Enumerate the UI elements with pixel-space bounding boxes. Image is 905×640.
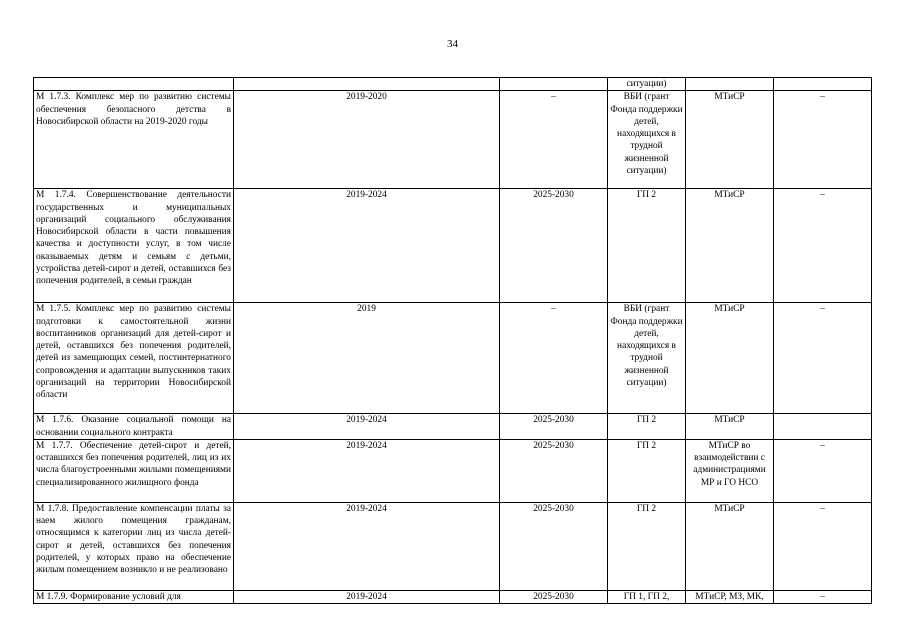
note-cell <box>774 414 872 440</box>
next-period-cell: 2025-2030 <box>500 502 608 590</box>
page-number: 34 <box>447 38 458 50</box>
period-cell: 2019-2024 <box>234 590 500 603</box>
next-period-cell: – <box>500 91 608 189</box>
executor-cell: МТиСР во взаимодействии с администрациями МР и ГО НСО <box>686 439 774 502</box>
source-cell: ГП 2 <box>608 189 686 303</box>
source-cell: ВБИ (грант Фонда поддержки детей, находящихся в трудной жизненной ситуации) <box>608 91 686 189</box>
next-period-cell: 2025-2030 <box>500 189 608 303</box>
executor-cell <box>686 78 774 91</box>
period-cell: 2019-2024 <box>234 189 500 303</box>
source-cell: ситуации) <box>608 78 686 91</box>
measure-cell: М 1.7.5. Комплекс мер по развитию системы подготовки к самостоятельной жизни воспитанников организаций для детей-сирот и детей, оставшихся без попечения родителей, детей из замещающих семей, постинтернатного сопровождения и адаптации выпускников таких организаций на территории Новосибирской области <box>34 303 234 414</box>
source-cell: ГП 2 <box>608 439 686 502</box>
note-cell: – <box>774 303 872 414</box>
executor-cell: МТиСР <box>686 414 774 440</box>
period-cell <box>234 78 500 91</box>
period-cell: 2019-2020 <box>234 91 500 189</box>
executor-cell: МТиСР <box>686 189 774 303</box>
period-cell: 2019-2024 <box>234 439 500 502</box>
note-cell: – <box>774 91 872 189</box>
period-cell: 2019 <box>234 303 500 414</box>
note-cell: – <box>774 590 872 603</box>
table-row <box>34 439 872 502</box>
note-cell: – <box>774 439 872 502</box>
executor-cell: МТиСР, МЗ, МК, <box>686 590 774 603</box>
next-period-cell <box>500 78 608 91</box>
next-period-cell: – <box>500 303 608 414</box>
note-cell <box>774 78 872 91</box>
measures-table <box>33 77 872 604</box>
source-cell: ГП 1, ГП 2, <box>608 590 686 603</box>
executor-cell: МТиСР <box>686 502 774 590</box>
table-row <box>34 91 872 189</box>
note-cell: – <box>774 502 872 590</box>
measure-cell: М 1.7.8. Предоставление компенсации платы за наем жилого помещения гражданам, относящимся к категории лиц из числа детей-сирот и детей, оставшихся без попечения родителей, у которых право на обеспечение жилым помещением возникло и не реализовано <box>34 502 234 590</box>
note-cell: – <box>774 189 872 303</box>
source-cell: ГП 2 <box>608 502 686 590</box>
next-period-cell: 2025-2030 <box>500 414 608 440</box>
measure-cell <box>34 78 234 91</box>
source-cell: ГП 2 <box>608 414 686 440</box>
table-row <box>34 414 872 440</box>
measure-cell: М 1.7.3. Комплекс мер по развитию системы обеспечения безопасного детства в Новосибирской области на 2019-2020 годы <box>34 91 234 189</box>
table-row <box>34 502 872 590</box>
measure-cell: М 1.7.6. Оказание социальной помощи на основании социального контракта <box>34 414 234 440</box>
measure-cell: М 1.7.9. Формирование условий для <box>34 590 234 603</box>
table-row <box>34 303 872 414</box>
measure-cell: М 1.7.7. Обеспечение детей-сирот и детей, оставшихся без попечения родителей, лиц из их числа благоустроенными жилыми помещениями специализированного жилищного фонда <box>34 439 234 502</box>
executor-cell: МТиСР <box>686 91 774 189</box>
source-cell: ВБИ (грант Фонда поддержки детей, находящихся в трудной жизненной ситуации) <box>608 303 686 414</box>
table-row <box>34 189 872 303</box>
measure-cell: М 1.7.4. Совершенствование деятельности государственных и муниципальных организаций социального обслуживания Новосибирской области в части повышения качества и доступности услуг, в том числе оказываемых детям и семьям с детьми, устройства детей-сирот и детей, оставшихся без попечения родителей, в семьи граждан <box>34 189 234 303</box>
executor-cell: МТиСР <box>686 303 774 414</box>
table-row <box>34 590 872 603</box>
period-cell: 2019-2024 <box>234 502 500 590</box>
next-period-cell: 2025-2030 <box>500 439 608 502</box>
table-row <box>34 78 872 91</box>
next-period-cell: 2025-2030 <box>500 590 608 603</box>
period-cell: 2019-2024 <box>234 414 500 440</box>
